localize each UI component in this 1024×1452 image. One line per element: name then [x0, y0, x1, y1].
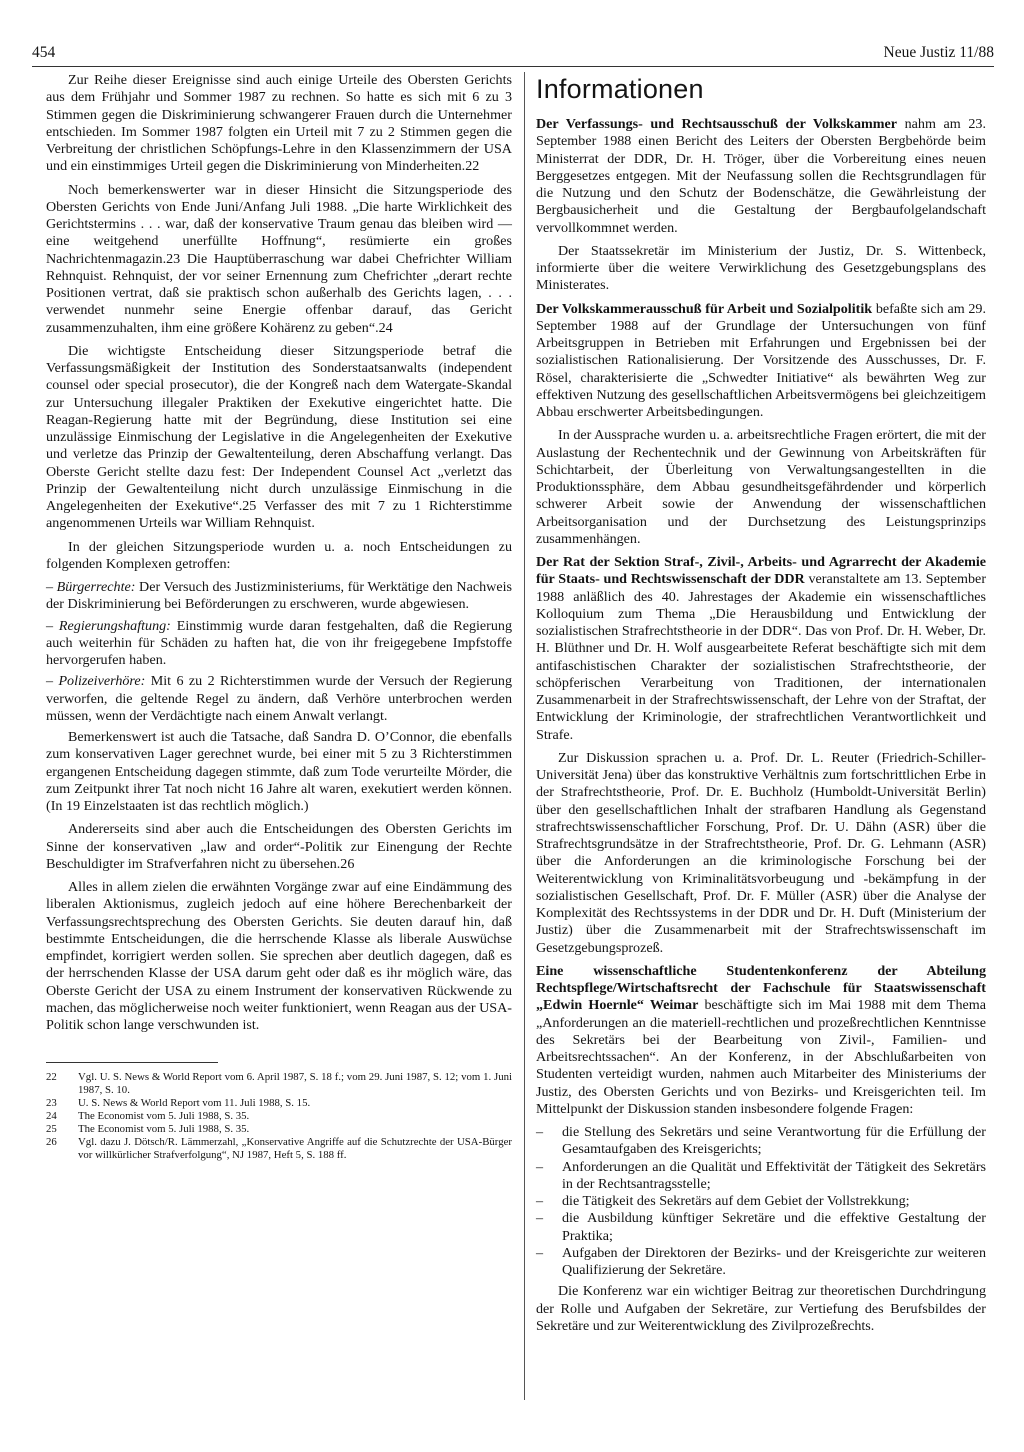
- list-bullet: –: [536, 1210, 544, 1227]
- question-list: [536, 1124, 986, 1279]
- section-title: Informationen: [536, 74, 704, 104]
- footnote-number: 24: [46, 1110, 57, 1123]
- paragraph: Zur Diskussion sprachen u. a. Prof. Dr. L. Reuter (Friedrich-Schiller-Universität Jena) über das konstruktive Verhältnis zum fortschrittlichen Erbe in der Strafrechtstheorie, Prof. Dr. E. Buchholz (Humboldt-Universität Berlin) über den gesellschaftlichen Inhalt der strafbaren Handlung als Gegenstand strafrechtswissenschaftlicher Forschung, Prof. Dr. U. Dähn (ASR) über die Strafrechtsgrundsätze in der Strafrechtstheorie, Prof. Dr. G. Lehmann (ASR) über die Anforderungen an die kriminologische Forschung bei der Weiterentwicklung von Kriminalitätsvorbeugung und -bekämpfung in der sozialistischen Gesellschaft, Prof. Dr. F. Müller (ASR) über die Analyse der Komplexität des Rechtssystems in der DDR und Dr. H. Duft (Ministerium der Justiz) über die Zusammenarbeit mit der Strafrechtswissenschaft im Gesetzgebungsprozeß.: [536, 749, 986, 956]
- footnote: [46, 1071, 512, 1097]
- decision-item: – Polizeiverhöre: Mit 6 zu 2 Richterstimmen wurde der Versuch der Regierung verworfen, die geltende Regel zu ändern, daß Verhöre unterbrochen werden müssen, wenn der Verdächtigte nach einem Anwalt verlangt.: [46, 673, 513, 724]
- decision-text: Der Versuch des Justizministeriums, für Werktätige den Nachweis der Diskriminierung bei Beförderungen zu erschweren, wurde abgewiesen.: [46, 579, 512, 613]
- column-divider: [524, 72, 525, 1400]
- list-bullet: –: [536, 1158, 544, 1175]
- decision-label: Regierungshaftung:: [58, 617, 171, 634]
- footnote: [46, 1110, 512, 1123]
- list-bullet: –: [536, 1193, 544, 1209]
- paragraph: Die wichtigste Entscheidung dieser Sitzungsperiode betraf die Verfassungsmäßigkeit der Institution des Sonderstaatsanwalts (independent counsel oder special prosecutor), die der Kongreß nach dem Watergate-Skandal zur Untersuchung illegaler Praktiken der Exekutive eingerichtet hatte. Die Reagan-Regierung hatte mit der Begründung, diese Institution sei eine unzulässige Einmischung der Legislative in die Angelegenheiten der Exekutive und verletze das Prinzip der Gewaltenteilung, deren Abschaffung verlangt. Das Oberste Gericht stellte dazu fest: Der Independent Counsel Act „verletzt das Prinzip der Gewaltenteilung nicht durch unzulässige Einmischung in die Angelegenheiten der Exekutive“.25 Verfasser des mit 7 zu 1 Richterstimme angenommenen Urteils war William Rehnquist.: [46, 342, 512, 532]
- info-text: nahm am 23. September 1988 einen Bericht des Leiters der Obersten Bergbehörde beim Ministerrat der DDR, Dr. H. Tröger, über die Vorbereitung eines neuen Berggesetzes entgegen. Mit der Neufassung sollen die Rechtsgrundlagen für die Nutzung und den Schutz der Bodenschätze, die Gewährleistung der Bergbausicherheit und die Gestaltung der Bergbaufolgelandschaft vervollkommnet werden.: [536, 116, 986, 236]
- footnote-number: 25: [46, 1123, 57, 1136]
- decision-item: – Regierungshaftung: Einstimmig wurde daran festgehalten, daß die Regierung auch weiterhin für Schäden zu haften hat, die von ihr freigegebene Impfstoffe hervorgerufen haben.: [46, 617, 512, 668]
- footnote-text: The Economist vom 5. Juli 1988, S. 35.: [78, 1123, 250, 1136]
- list-item-text: Anforderungen an die Qualität und Effektivität der Tätigkeit des Sekretärs in der Rechtsantragsstelle;: [562, 1158, 986, 1192]
- footnote: [46, 1097, 512, 1110]
- paragraph: Noch bemerkenswerter war in dieser Hinsicht die Sitzungsperiode des Obersten Gerichts von Ende Juni/Anfang Juli 1988. „Die harte Wirklichkeit des Gerichtstermins . . . war, daß der konservative Traum genau das bleiben wird — eine weitgehend unerfüllte Hoffnung“, resümierte ein großes Nachrichtenmagazin.23 Die Hauptüberraschung war dabei Chefrichter William Rehnquist. Rehnquist, der vor seiner Ernennung zum Chefrichter „derart rechte Positionen vertrat, daß sie praktisch schon außerhalb des Gerichts lagen, . . . verwendet nunmehr seine Energie offenbar darauf, das Gericht zusammenzuhalten, ihm eine größere Kohärenz zu geben“.24: [46, 181, 512, 336]
- list-item: [536, 1193, 986, 1210]
- footnote-number: 22: [46, 1071, 57, 1084]
- info-lead: Der Rat der Sektion Straf-, Zivil-, Arbeits- und Agrarrecht der Akademie für Staats- und Rechtswissenschaft der DDR: [536, 554, 986, 588]
- decision-item: – Bürgerrechte: Der Versuch des Justizministeriums, für Werktätige den Nachweis der Diskriminierung bei Beförderungen zu erschweren, wurde abgewiesen.: [46, 579, 512, 613]
- footnote-text: The Economist vom 5. Juli 1988, S. 35.: [78, 1110, 250, 1123]
- page-number: 454: [32, 44, 56, 61]
- paragraph: Zur Reihe dieser Ereignisse sind auch einige Urteile des Obersten Gerichts aus dem Frühjahr und Sommer 1987 zu rechnen. So hatte es sich mit 6 zu 3 Stimmen gegen die Diskriminierung schwangerer Frauen durch die Unternehmer entschieden. Im Sommer 1987 folgten ein Urteil mit 7 zu 2 Stimmen gegen die Verbreitung der christlichen Schöpfungs-Lehre in den Klassenzimmern der USA und ein einstimmiges Urteil gegen die Diskriminierung von Minderheiten.22: [46, 72, 512, 175]
- info-text: veranstaltete am 13. September 1988 anläßlich des 40. Jahrestages der Akademie ein wissenschaftliches Kolloquium zum Thema „Die Herausbildung und Entwicklung der sozialistischen Strafrechtstheorie in der DDR“. Das von Prof. Dr. H. Weber, Dr. H. Blüthner und Dr. H. Wolf ausgearbeitete Referat beschäftigte sich mit dem antifaschistischen Charakter der sozialistischen Strafrechtstheorie, der schöpferischen Verarbeitung von Traditionen, der internationalen Zusammenarbeit in der Strafrechtswissenschaft, der Lehre von der Straftat, der Entwicklung der Kriminologie, der strafrechtlichen Verantwortlichkeit und Strafe.: [536, 571, 987, 743]
- list-item-text: die Stellung des Sekretärs und seine Verantwortung für die Erfüllung der Gesamtaufgaben des Kreisgerichts;: [562, 1124, 986, 1158]
- paragraph: In der gleichen Sitzungsperiode wurden u. a. noch Entscheidungen zu folgenden Komplexen getroffen:: [46, 538, 512, 572]
- decision-label: Bürgerrechte:: [56, 579, 136, 595]
- footnote-rule: [46, 1062, 218, 1063]
- info-item: [536, 301, 986, 422]
- info-item: [536, 963, 986, 1118]
- footnote-text: Vgl. U. S. News & World Report vom 6. April 1987, S. 18 f.; vom 29. Juni 1987, S. 12; vom 1. Juni 1987, S. 10.: [78, 1071, 512, 1097]
- list-item-text: die Ausbildung künftiger Sekretäre und die effektive Gestaltung der Praktika;: [562, 1210, 986, 1244]
- right-column: [536, 72, 986, 1341]
- footnote-text: U. S. News & World Report vom 11. Juli 1988, S. 15.: [78, 1097, 311, 1110]
- paragraph: In der Aussprache wurden u. a. arbeitsrechtliche Fragen erörtert, die mit der Auslastung der Rechentechnik und der Gewinnung von Arbeitskräften für Schichtarbeit, der Überleitung von Verwaltungsangestellten in die Produktionssphäre, dem Abbau gesundheitsgefährdender und körperlich schwerer Arbeit sowie der Anwendung der wissenschaftlichen Arbeitsorganisation und der Durchsetzung des Leistungsprinzips zusammenhängen.: [536, 427, 986, 547]
- info-text: beschäftigte sich im Mai 1988 mit dem Thema „Anforderungen an die materiell-rechtlichen und prozeßrechtlichen Kenntnisse des Sekretärs bei der Bearbeitung von Zivil-, Familien- und Arbeitsrechtssachen“. An der Konferenz, in der Abschlußarbeiten von Studenten verteidigt wurden, nahmen auch Mitarbeiter des Ministeriums der Justiz, des Obersten Gerichts und von Bezirks- und Kreisgerichten teil. Im Mittelpunkt der Diskussion standen insbesondere folgende Fragen:: [536, 997, 986, 1117]
- list-item: [536, 1124, 986, 1159]
- paragraph: Alles in allem zielen die erwähnten Vorgänge zwar auf eine Eindämmung des liberalen Aktionismus, zugleich jedoch auf eine höhere Berechenbarkeit der Verfassungsrechtsprechung des Obersten Gerichts. Sie deuten darauf hin, daß bestimmte Entscheidungen, die die herrschende Klasse als liberale Auswüchse empfindet, korrigiert werden sollen. Sie sprechen aber deutlich dagegen, daß es der herrschenden Klasse der USA darum geht oder daß es ihr möglich wäre, das Oberste Gericht der USA zu einem Instrument der konservativen Rückwende zu machen, das möglicherweise noch weiter funktioniert, wenn Reagan aus der USA-Politik schon lange verschwunden ist.: [46, 879, 512, 1033]
- info-lead: Der Volkskammerausschuß für Arbeit und Sozialpolitik: [536, 300, 873, 317]
- list-bullet: –: [536, 1124, 544, 1140]
- info-item: [536, 554, 986, 744]
- info-text: befaßte sich am 29. September 1988 auf der Grundlage der Untersuchungen von fünf Arbeitsgruppen in Betrieben mit Erfahrungen und Ergebnissen bei der sozialistischen Rationalisierung. Der Vorsitzende des Ausschusses, Dr. F. Rösel, charakterisierte die „Schwedter Initiative“ als bewährten Weg zur effektiven Nutzung des gesellschaftlichen Arbeitsvermögens bei gleichzeitigem Abbau erschwerter Arbeitsbedingungen.: [536, 300, 986, 420]
- list-item: [536, 1210, 986, 1245]
- list-item: [536, 1245, 986, 1280]
- header-rule: [32, 66, 994, 67]
- paragraph: Bemerkenswert ist auch die Tatsache, daß Sandra D. O’Connor, die ebenfalls zum konservativen Lager gerechnet wurde, bei einer mit 5 zu 3 Richterstimmen ergangenen Entscheidung dagegen stimmte, daß zum Tode verurteilte Mörder, die zum Zeitpunkt ihrer Tat noch nicht 16 Jahre alt waren, exekutiert werden können. (In 19 Einzelstaaten ist das rechtlich möglich.): [46, 729, 512, 814]
- footnote: [46, 1123, 512, 1136]
- footnote-number: 23: [46, 1097, 57, 1110]
- footnote-text: Vgl. dazu J. Dötsch/R. Lämmerzahl, „Konservative Angriffe auf die Schutzrechte der USA-Bürger vor willkürlicher Strafverfolgung“, NJ 1987, Heft 5, S. 188 ff.: [78, 1136, 512, 1162]
- decision-text: Einstimmig wurde daran festgehalten, daß die Regierung auch weiterhin für Schäden zu haften hat, die von ihr freigegebene Impfstoffe hervorgerufen haben.: [46, 617, 512, 668]
- info-lead: Der Verfassungs- und Rechtsausschuß der Volkskammer: [536, 116, 897, 132]
- list-bullet: –: [536, 1244, 544, 1261]
- list-item: [536, 1159, 986, 1194]
- paragraph: Die Konferenz war ein wichtiger Beitrag zur theoretischen Durchdringung der Rolle und Aufgaben der Sekretäre, zur Vertiefung des Berufsbildes der Sekretäre und zur Weiterentwicklung des Zivilprozeßrechts.: [536, 1283, 986, 1334]
- paragraph: Der Staatssekretär im Ministerium der Justiz, Dr. S. Wittenbeck, informierte über die weitere Verwirklichung des Gesetzgebungsplans des Ministerates.: [536, 242, 986, 294]
- page-header: [32, 44, 994, 68]
- footnote: [46, 1136, 512, 1162]
- paragraph: Andererseits sind aber auch die Entscheidungen des Obersten Gerichts im Sinne der konservativen „law and order“-Politik zur Einengung der Rechte Beschuldigter im Strafverfahren nicht zu übersehen.26: [46, 821, 512, 872]
- info-item: [536, 116, 986, 237]
- list-item-text: die Tätigkeit des Sekretärs auf dem Gebiet der Vollstrekkung;: [562, 1193, 910, 1209]
- decision-text: Mit 6 zu 2 Richterstimmen wurde der Versuch der Regierung verworfen, die geltende Regel zu ändern, daß Verhöre unterbrochen werden müssen, wenn der Verdächtigte nach einem Anwalt verlangt.: [46, 673, 513, 724]
- decision-label: Polizeiverhöre:: [58, 673, 146, 690]
- info-lead: Eine wissenschaftliche Studentenkonferenz der Abteilung Rechtspflege/Wirtschaftsrecht der Fachschule für Staatswissenschaft „Edwin Hoernle“ Weimar: [536, 962, 986, 1014]
- list-item-text: Aufgaben der Direktoren der Bezirks- und der Kreisgerichte zur weiteren Qualifizierung der Sekretäre.: [562, 1244, 986, 1278]
- footnote-number: 26: [46, 1136, 57, 1149]
- journal-issue: Neue Justiz 11/88: [883, 44, 994, 61]
- left-column: [46, 72, 512, 1162]
